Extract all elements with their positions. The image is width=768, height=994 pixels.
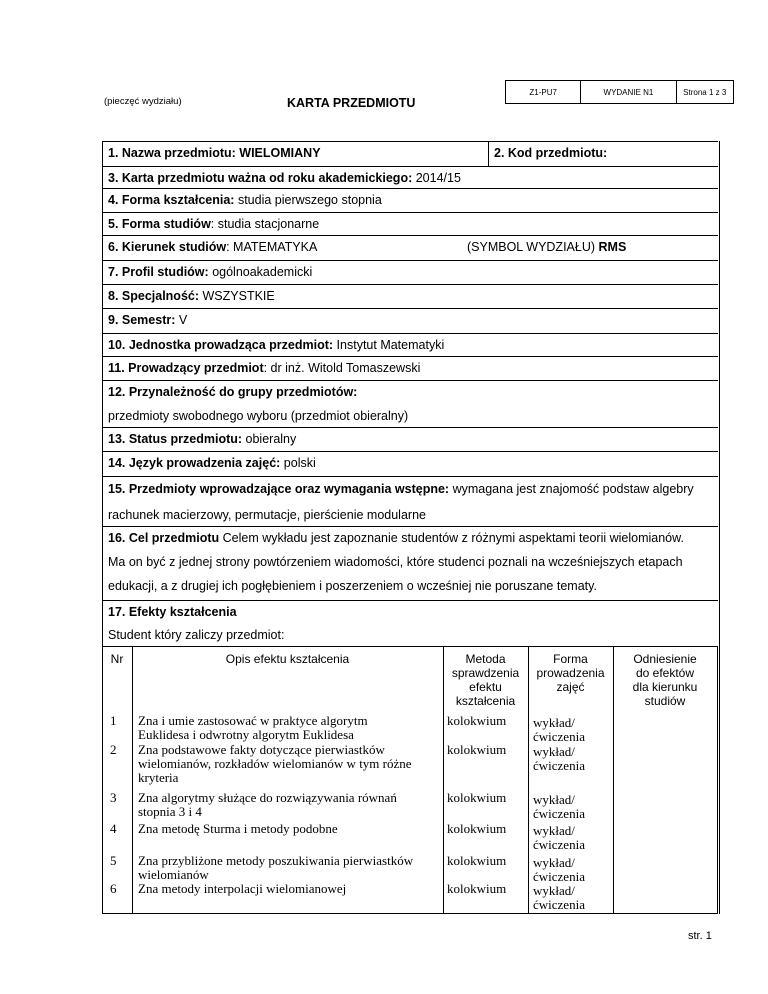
field-value: : MATEMATYKA	[226, 240, 318, 254]
row-description: Zna metody interpolacji wielomianowej	[138, 881, 347, 896]
divider	[488, 142, 489, 166]
field-row-1	[102, 141, 718, 166]
field-value: studia pierwszego stopnia	[237, 193, 382, 207]
row-form: wykład/ ćwiczenia	[533, 883, 585, 912]
doc-edition: WYDANIE N1	[581, 81, 676, 103]
field-row-17	[102, 600, 718, 646]
field-row-8	[102, 284, 718, 308]
field-value: Celem wykładu jest zapoznanie studentów z różnymi aspektami teorii wielomianów.	[222, 531, 684, 545]
row-description: Zna podstawowe fakty dotyczące pierwiastków wielomianów, rozkładów wielomianów w tym różne kryteria	[138, 742, 412, 785]
field-label: 3. Karta przedmiotu ważna od roku akademickiego:	[108, 171, 413, 185]
row-form: wykład/ ćwiczenia	[533, 744, 585, 773]
field-value: wymagana jest znajomość podstaw algebry	[452, 482, 694, 496]
faculty-symbol-label: (SYMBOL WYDZIAŁU)	[467, 240, 596, 254]
field-row-16	[102, 526, 718, 600]
field-label: 14. Język prowadzenia zajęć:	[108, 456, 281, 470]
col-header-description: Opis efektu kształcenia	[225, 652, 350, 666]
row-nr: 6	[110, 881, 117, 896]
field-row-4	[102, 188, 718, 212]
document-header-box	[505, 80, 734, 104]
row-method: kolokwium	[447, 853, 507, 868]
field-label: 16. Cel przedmiotu	[108, 531, 220, 545]
field-row-10	[102, 333, 718, 356]
field-label: 11. Prowadzący przedmiot	[108, 361, 264, 375]
field-value: : dr inż. Witold Tomaszewski	[263, 361, 421, 375]
field-row-14	[102, 451, 718, 476]
row-nr: 3	[110, 790, 117, 805]
field-value: polski	[283, 456, 316, 470]
row-description: Zna metodę Sturma i metody podobne	[138, 821, 338, 836]
field-label: 17. Efekty kształcenia	[108, 605, 237, 619]
row-description: Zna i umie zastosować w praktyce algorytm Euklidesa i odwrotny algorytm Euklidesa	[138, 713, 368, 742]
row-nr: 2	[110, 742, 117, 757]
row-form: wykład/ ćwiczenia	[533, 855, 585, 884]
field-value: ogólnoakademicki	[212, 265, 313, 279]
field-row-13	[102, 427, 718, 451]
page-title: KARTA PRZEDMIOTU	[287, 96, 416, 110]
row-form: wykład/ ćwiczenia	[533, 823, 585, 852]
faculty-seal-label: (pieczęć wydziału)	[104, 96, 182, 107]
field-label: 9. Semestr:	[108, 313, 176, 327]
row-method: kolokwium	[447, 881, 507, 896]
field-row-15	[102, 476, 718, 526]
col-header-method: Metoda sprawdzenia efektu kształcenia	[451, 652, 520, 708]
field-row-5	[102, 212, 718, 235]
field-value: przedmioty swobodnego wyboru (przedmiot obieralny)	[108, 409, 409, 423]
field-value: Instytut Matematyki	[336, 338, 445, 352]
field-row-7	[102, 260, 718, 284]
row-nr: 1	[110, 713, 117, 728]
field-value: WIELOMIANY	[239, 146, 321, 160]
field-value: 2014/15	[415, 171, 461, 185]
field-label: 6. Kierunek studiów	[108, 240, 227, 254]
row-form: wykład/ ćwiczenia	[533, 715, 585, 744]
field-row-3	[102, 166, 718, 188]
field-row-11	[102, 356, 718, 380]
field-label: 8. Specjalność:	[108, 289, 200, 303]
page-number: str. 1	[688, 930, 712, 942]
row-form: wykład/ ćwiczenia	[533, 792, 585, 821]
field-value: edukacji, a z drugiej ich pogłębieniem i poszerzeniem o wcześniej nie poruszane tematy.	[108, 579, 597, 593]
col-header-form: Forma prowadzenia zajęć	[536, 652, 605, 694]
field-label: 2. Kod przedmiotu:	[494, 146, 608, 160]
row-method: kolokwium	[447, 821, 507, 836]
row-nr: 4	[110, 821, 117, 836]
doc-code: Z1-PU7	[506, 81, 581, 103]
field-row-9	[102, 308, 718, 333]
field-label: 5. Forma studiów	[108, 217, 211, 231]
field-row-6	[102, 235, 718, 260]
faculty-symbol-value: RMS	[598, 240, 627, 254]
field-value: V	[178, 313, 188, 327]
field-label: 7. Profil studiów:	[108, 265, 209, 279]
field-value: Ma on być z jednej strony powtórzeniem wiadomości, które studenci poznali na wcześniejszych etapach	[108, 555, 683, 569]
doc-page: Strona 1 z 3	[683, 87, 727, 97]
effects-table	[102, 646, 718, 914]
row-description: Zna przybliżone metody poszukiwania pierwiastków wielomianów	[138, 853, 414, 882]
field-label: 12. Przynależność do grupy przedmiotów:	[108, 385, 358, 399]
col-header-reference: Odniesienie do efektów dla kierunku studiów	[632, 652, 698, 708]
field-label: 10. Jednostka prowadząca przedmiot:	[108, 338, 334, 352]
row-description: Zna algorytmy służące do rozwiązywania równań stopnia 3 i 4	[138, 790, 397, 819]
field-value: rachunek macierzowy, permutacje, pierścienie modularne	[108, 508, 426, 522]
row-method: kolokwium	[447, 713, 507, 728]
row-nr: 5	[110, 853, 117, 868]
field-row-12	[102, 380, 718, 427]
field-value: Student który zaliczy przedmiot:	[108, 628, 285, 642]
row-method: kolokwium	[447, 742, 507, 757]
col-header-nr: Nr	[110, 652, 124, 666]
field-value: : studia stacjonarne	[210, 217, 320, 231]
field-label: 15. Przedmioty wprowadzające oraz wymagania wstępne:	[108, 482, 450, 496]
field-label: 4. Forma kształcenia:	[108, 193, 235, 207]
field-label: 13. Status przedmiotu:	[108, 432, 243, 446]
field-value: WSZYSTKIE	[202, 289, 275, 303]
field-value: obieralny	[245, 432, 297, 446]
row-method: kolokwium	[447, 790, 507, 805]
field-label: 1. Nazwa przedmiotu:	[108, 146, 236, 160]
